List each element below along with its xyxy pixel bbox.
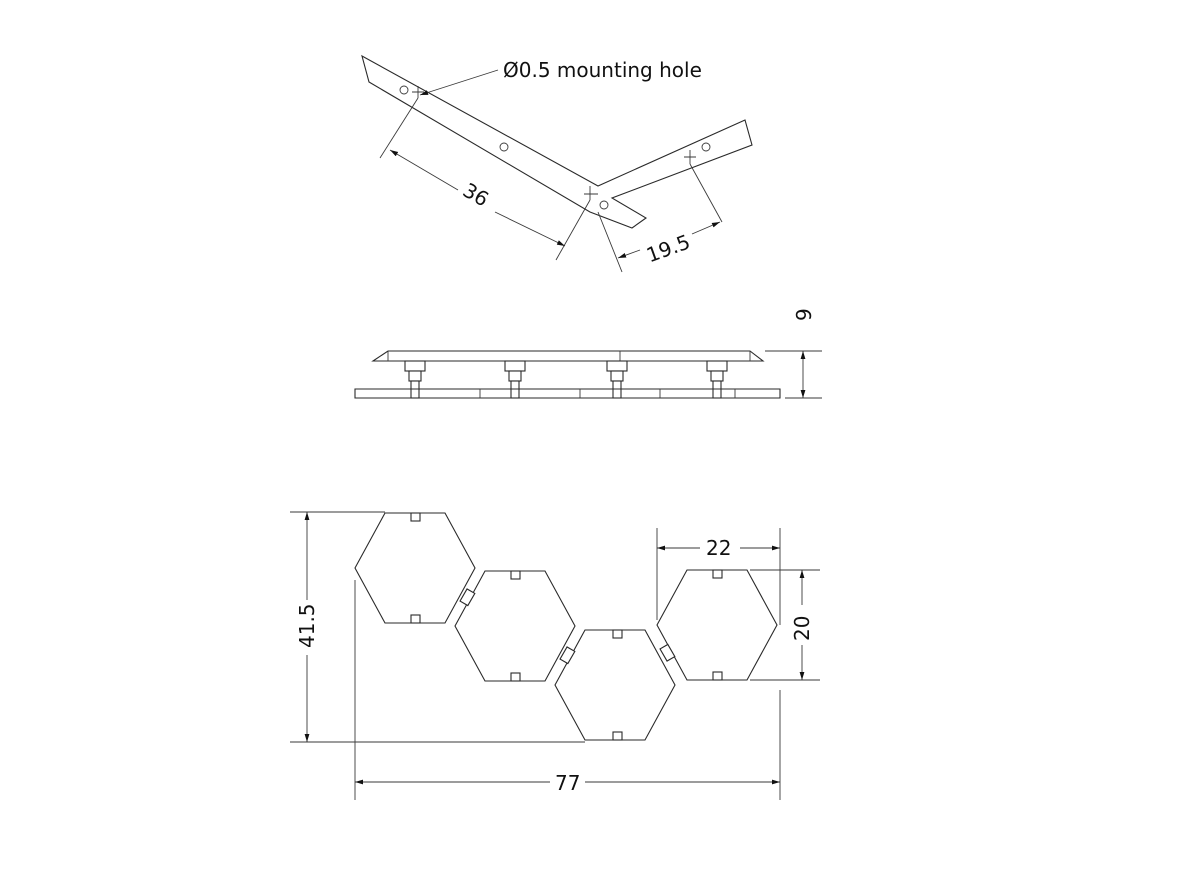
dim-line-36-a — [390, 150, 458, 190]
center-mark — [412, 86, 424, 98]
hexagon-panel — [455, 571, 575, 681]
extension-line — [765, 351, 822, 398]
mounting-hole — [400, 86, 408, 94]
dim-line-19-a — [618, 250, 640, 258]
side-connectors — [405, 361, 727, 398]
dim-line-36-b — [495, 212, 565, 246]
dim-77: 77 — [555, 771, 581, 795]
dim-22: 22 — [706, 536, 732, 560]
extension-line — [598, 212, 622, 272]
hexagon-panel — [355, 513, 475, 623]
dim-20: 20 — [790, 615, 814, 641]
dim-9: 9 — [792, 308, 816, 321]
center-mark — [684, 150, 696, 164]
extension-line — [690, 164, 722, 222]
extension-line — [556, 200, 590, 260]
dim-line-19-b — [692, 222, 720, 234]
hexagon-panel — [657, 570, 777, 680]
dim-36: 36 — [458, 177, 493, 212]
dim-19-5: 19.5 — [643, 229, 694, 268]
front-view — [290, 512, 820, 800]
side-top-plate — [373, 351, 763, 361]
extension-line — [290, 512, 585, 742]
center-mark — [584, 186, 598, 200]
hole-callout-text: Ø0.5 mounting hole — [503, 58, 702, 82]
dim-41-5: 41.5 — [295, 603, 319, 648]
side-plate-lines — [388, 351, 750, 361]
mounting-hole — [500, 143, 508, 151]
extension-line — [380, 98, 418, 158]
mounting-hole — [600, 201, 608, 209]
callout-leader — [420, 70, 498, 95]
mounting-hole — [702, 143, 710, 151]
bracket-top-view — [362, 56, 752, 272]
hexagon-panel — [555, 630, 675, 740]
hex-connectors — [460, 589, 675, 664]
side-view — [355, 308, 822, 398]
